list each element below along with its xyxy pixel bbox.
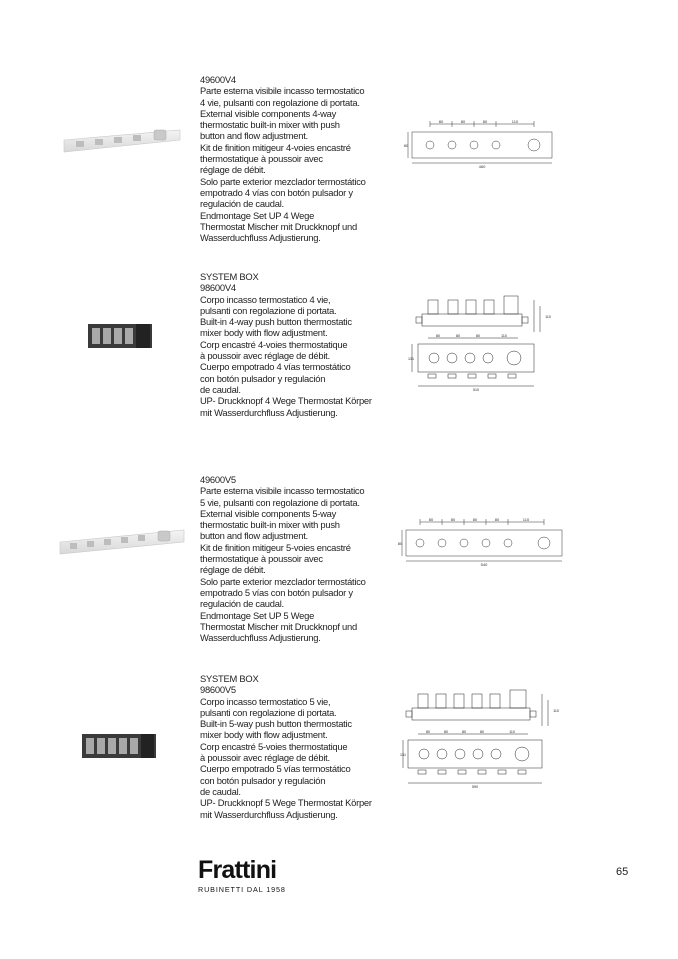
description-line: à poussoir avec réglage de débit. [200, 350, 330, 362]
dimension-label: 80 [436, 334, 440, 338]
description-line: pulsanti con regolazione di portata. [200, 304, 337, 316]
description-49600v4 [200, 74, 390, 243]
dimension-label: 80 [438, 119, 444, 124]
description-98600v4 [200, 271, 390, 418]
description-line: Endmontage Set UP 5 Wege [200, 609, 315, 621]
dimension-label: 80 [428, 517, 434, 522]
brand-tagline: RUBINETTI DAL 1958 [198, 885, 286, 894]
brand-name: Frattini [198, 856, 277, 884]
dimension-label: 80 [456, 334, 460, 338]
dimension-label: 80 [462, 730, 466, 734]
product-category: SYSTEM BOX [200, 271, 259, 282]
dimension-label: 80 [426, 730, 430, 734]
description-line: thermostatique à poussoir avec [200, 153, 323, 165]
description-line: réglage de débit. [200, 564, 266, 576]
description-line: empotrado 5 vías con botón pulsador y [200, 586, 353, 598]
technical-drawing-98600v5 [400, 686, 566, 792]
description-line: regulación de caudal. [200, 198, 284, 210]
description-line: UP- Druckknopf 4 Wege Thermostat Körper [200, 395, 372, 407]
description-line: UP- Druckknopf 5 Wege Thermostat Körper [200, 797, 372, 809]
description-line: Kit de finition mitigeur 5-voies encastré [200, 541, 351, 553]
description-line: External visible components 4-way [200, 107, 337, 119]
description-line: Parte esterna visibile incasso termostatico [200, 85, 365, 97]
description-line: Parte esterna visibile incasso termostatico [200, 485, 365, 497]
dimension-label: 80 [403, 143, 409, 148]
page-number: 65 [616, 866, 629, 878]
dimension-label: 110 [553, 709, 559, 713]
description-line: 5 vie, pulsanti con regolazione di portata. [200, 496, 360, 508]
description-98600v5 [200, 673, 390, 820]
dimension-label: 80 [472, 517, 478, 522]
dimension-label: 80 [444, 730, 448, 734]
product-code: 49600V4 [200, 74, 236, 85]
description-line: button and flow adjustment. [200, 130, 308, 142]
dimension-label: 80 [460, 119, 466, 124]
dimension-label: 110 [545, 315, 551, 319]
description-line: Corp encastré 5-voies thermostatique [200, 740, 348, 752]
description-line: Built-in 5-way push button thermostatic [200, 718, 352, 730]
description-line: Built-in 4-way push button thermostatic [200, 316, 352, 328]
description-line: Corp encastré 4-voies thermostatique [200, 338, 348, 350]
description-line: thermostatique à poussoir avec [200, 553, 323, 565]
product-photo-98600v4 [86, 318, 156, 352]
product-photo-98600v5 [80, 728, 160, 762]
technical-drawing-98600v4 [408, 292, 558, 394]
description-line: Solo parte exterior mezclador termostático [200, 575, 366, 587]
dimension-label: 460 [478, 164, 486, 169]
description-line: Solo parte exterior mezclador termostático [200, 175, 366, 187]
dimension-label: 80 [480, 730, 484, 734]
description-line: Cuerpo empotrado 5 vías termostático [200, 763, 351, 775]
product-photo-49600v4 [62, 126, 182, 154]
description-line: Wasserduchfluss Adjustierung. [200, 632, 321, 644]
dimension-label: 110 [511, 119, 519, 124]
description-line: empotrado 4 vías con botón pulsador y [200, 186, 353, 198]
dimension-label: 80 [476, 334, 480, 338]
description-line: thermostatic built-in mixer with push [200, 519, 340, 531]
description-line: mixer body with flow adjustment. [200, 327, 328, 339]
description-line: Thermostat Mischer mit Druckknopf und [200, 620, 357, 632]
description-line: Wasserduchfluss Adjustierung. [200, 232, 321, 244]
description-line: button and flow adjustment. [200, 530, 308, 542]
description-line: regulación de caudal. [200, 598, 284, 610]
description-line: Kit de finition mitigeur 4-voies encastré [200, 141, 351, 153]
brand-logo [198, 857, 286, 894]
technical-drawing-49600v5 [396, 516, 568, 568]
dimension-label: 590 [472, 785, 478, 789]
description-line: pulsanti con regolazione di portata. [200, 706, 337, 718]
product-code: 98600V4 [200, 282, 236, 294]
product-photo-49600v5 [58, 526, 186, 556]
description-line: Cuerpo empotrado 4 vías termostático [200, 361, 351, 373]
description-49600v5 [200, 474, 390, 643]
description-line: mit Wasserdurchfluss Adjustierung. [200, 406, 338, 418]
description-line: con botón pulsador y regulación [200, 774, 326, 786]
description-line: Corpo incasso termostatico 5 vie, [200, 695, 331, 707]
description-line: mit Wasserdurchfluss Adjustierung. [200, 808, 338, 820]
description-line: Endmontage Set UP 4 Wege [200, 209, 315, 221]
dimension-label: 80 [450, 517, 456, 522]
product-code: 98600V5 [200, 684, 236, 696]
description-line: External visible components 5-way [200, 507, 337, 519]
description-line: Thermostat Mischer mit Druckknopf und [200, 220, 357, 232]
dimension-label: 110 [509, 730, 515, 734]
description-line: de caudal. [200, 785, 241, 797]
dimension-label: 80 [494, 517, 500, 522]
dimension-label: 80 [397, 541, 403, 546]
dimension-label: 131 [408, 357, 414, 361]
description-line: réglage de débit. [200, 164, 266, 176]
technical-drawing-49600v4 [402, 118, 562, 170]
dimension-label: 131 [400, 753, 406, 757]
dimension-label: 110 [501, 334, 507, 338]
description-line: 4 vie, pulsanti con regolazione di portata. [200, 96, 360, 108]
description-line: mixer body with flow adjustment. [200, 729, 328, 741]
description-line: thermostatic built-in mixer with push [200, 119, 340, 131]
product-category: SYSTEM BOX [200, 673, 259, 684]
product-code: 49600V5 [200, 474, 236, 485]
dimension-label: 540 [480, 562, 488, 567]
description-line: con botón pulsador y regulación [200, 372, 326, 384]
dimension-label: 110 [522, 517, 530, 522]
description-line: à poussoir avec réglage de débit. [200, 752, 330, 764]
dimension-label: 80 [482, 119, 488, 124]
description-line: de caudal. [200, 383, 241, 395]
dimension-label: 510 [473, 388, 479, 392]
description-line: Corpo incasso termostatico 4 vie, [200, 293, 331, 305]
